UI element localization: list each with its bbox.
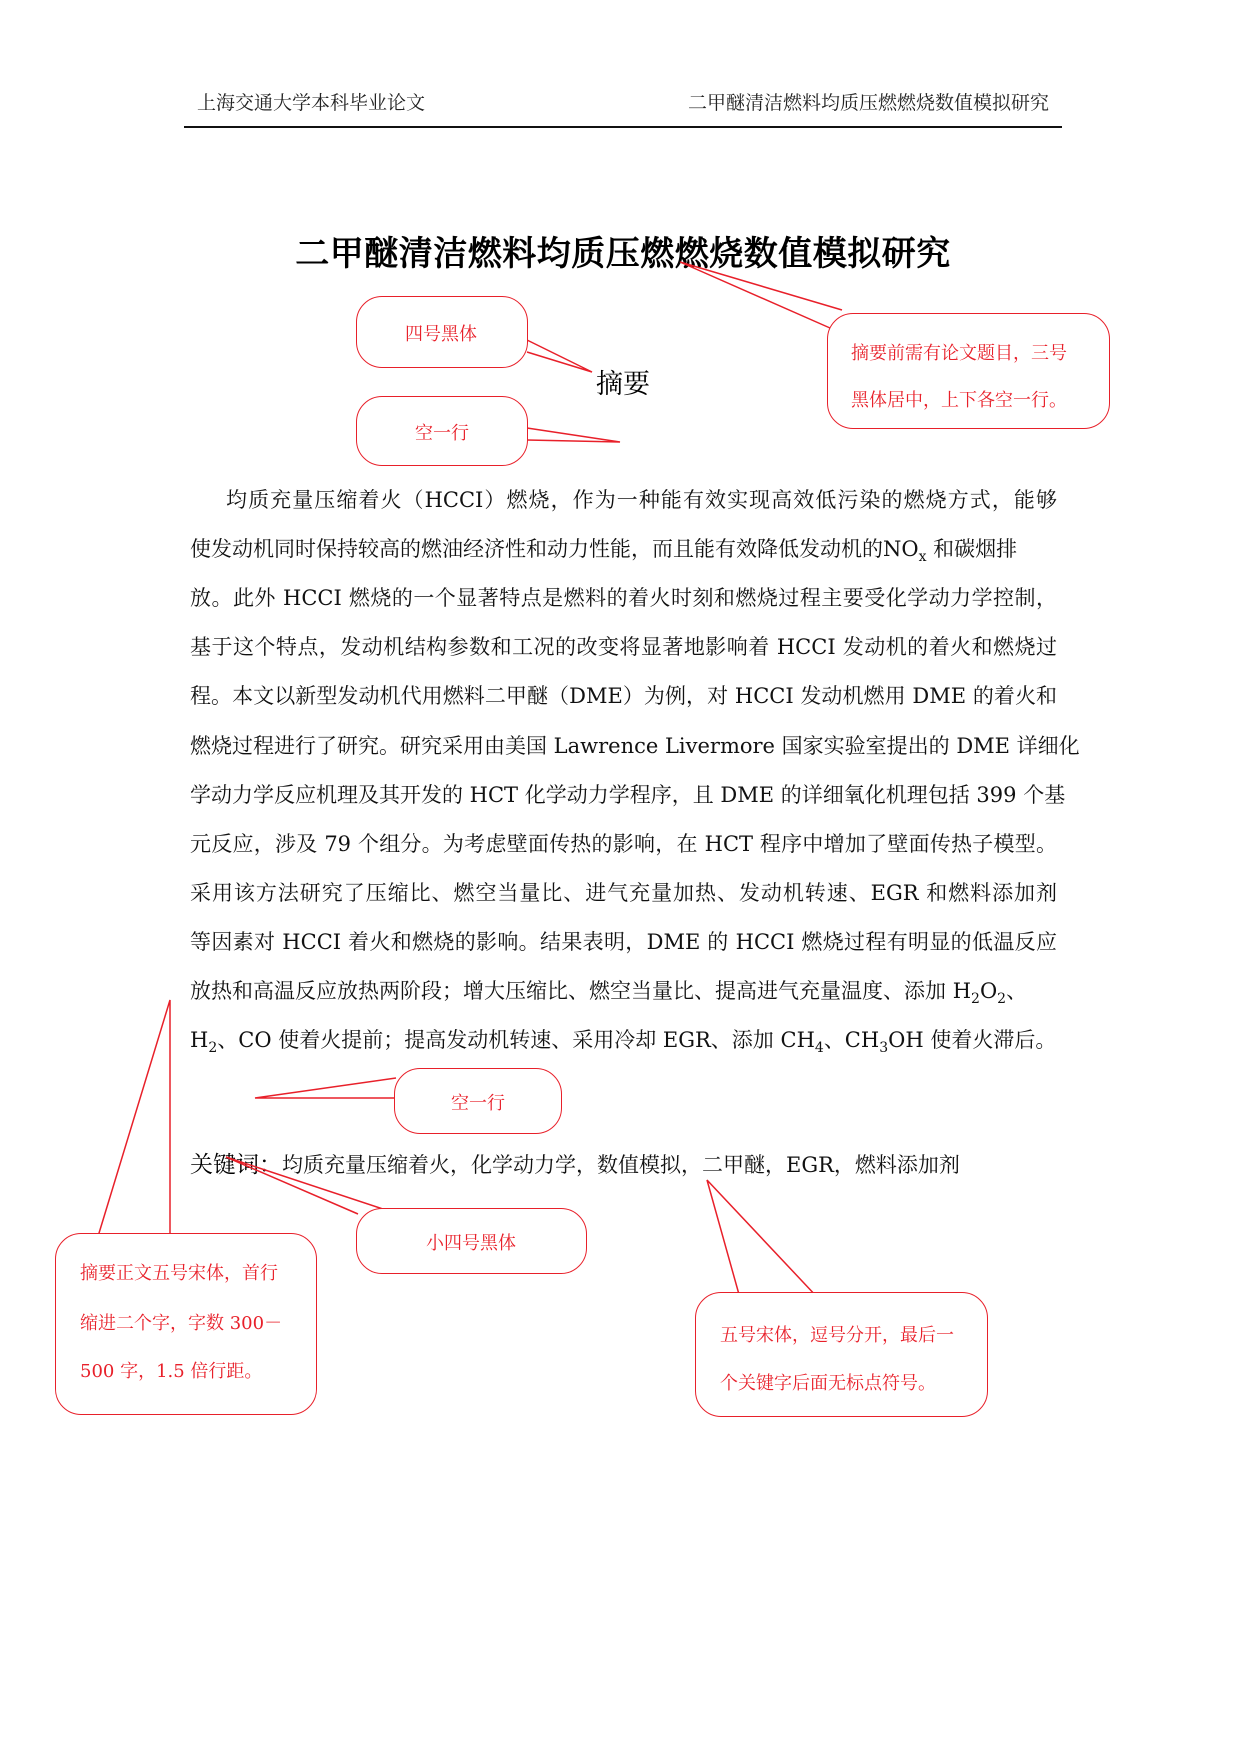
pointer-keywords <box>707 1180 818 1298</box>
callout-text: 黑体居中，上下各空一行。 <box>851 390 1067 411</box>
callout-text: 摘要前需有论文题目，三号 <box>851 343 1067 364</box>
abstract-line: 均质充量压缩着火（HCCI）燃烧，作为一种能有效实现高效低污染的燃烧方式，能够 <box>226 488 1057 512</box>
abstract-line: 程。本文以新型发动机代用燃料二甲醚（DME）为例，对 HCCI 发动机燃用 DME 的着火和 <box>190 684 1057 708</box>
callout-text: 500 字，1.5 倍行距。 <box>80 1361 263 1382</box>
abstract-line: 采用该方法研究了压缩比、燃空当量比、进气充量加热、发动机转速、EGR 和燃料添加剂 <box>190 881 1057 905</box>
chem-o: O <box>979 979 998 1003</box>
callout-body-format <box>55 1233 317 1415</box>
callout-keyword-label-font <box>356 1208 587 1274</box>
abstract-line: 元反应，涉及 79 个组分。为考虑壁面传热的影响，在 HCT 程序中增加了壁面传热子模型。 <box>190 832 1057 856</box>
callout-blank-line-2 <box>394 1068 562 1134</box>
callout-heading-font <box>356 296 528 368</box>
abstract-line: 放。此外 HCCI 燃烧的一个显著特点是燃料的着火时刻和燃烧过程主要受化学动力学控制， <box>190 586 1057 610</box>
keywords-text: 均质充量压缩着火，化学动力学，数值模拟，二甲醚，EGR，燃料添加剂 <box>282 1153 960 1177</box>
chem-sub: 2 <box>997 991 1007 1008</box>
abstract-line-text: 、CO 使着火提前；提高发动机转速、采用冷却 EGR、添加 <box>217 1028 774 1052</box>
callout-keywords-format <box>695 1292 988 1417</box>
chem-ch3: 、CH <box>823 1028 880 1052</box>
pointer-kw-label <box>226 1157 392 1214</box>
chem-sub: 2 <box>971 991 980 1008</box>
pointer-title <box>680 262 842 328</box>
callout-text: 五号宋体，逗号分开，最后一 <box>720 1325 954 1346</box>
abstract-line-text: 放热和高温反应放热两阶段；增大压缩比、燃空当量比、提高进气充量温度、添加 <box>190 979 946 1003</box>
abstract-line-tail: 和碳烟排 <box>926 537 1018 561</box>
abstract-heading: 摘要 <box>596 369 650 400</box>
keywords-label: 关键词： <box>190 1152 282 1178</box>
pointer-heading <box>527 340 592 372</box>
abstract-line-tail: OH 使着火滞后。 <box>888 1028 1057 1052</box>
chem-sep: 、 <box>1006 979 1028 1003</box>
callout-text: 缩进二个字，字数 300－ <box>80 1313 283 1334</box>
chem-h: H <box>190 1028 209 1052</box>
chem-sub: 2 <box>208 1040 218 1057</box>
callout-text: 四号黑体 <box>405 324 477 345</box>
callout-text: 小四号黑体 <box>426 1233 516 1254</box>
pointer-blank-2 <box>255 1078 396 1098</box>
abstract-line: 燃烧过程进行了研究。研究采用由美国 Lawrence Livermore 国家实验室提出的 DME 详细化 <box>190 734 1080 758</box>
callout-text: 摘要正文五号宋体，首行 <box>80 1263 278 1284</box>
abstract-line: 学动力学反应机理及其开发的 HCT 化学动力学程序，且 DME 的详细氧化机理包括 399 个基 <box>190 783 1066 807</box>
callout-text: 个关键字后面无标点符号。 <box>720 1373 936 1394</box>
chem-h: H <box>952 979 972 1003</box>
pointer-body <box>96 1000 170 1243</box>
abstract-line: 等因素对 HCCI 着火和燃烧的影响。结果表明，DME 的 HCCI 燃烧过程有明显的低温反应 <box>190 930 1057 954</box>
chem-sub: 4 <box>814 1040 824 1057</box>
nox-formula: NO <box>883 537 919 561</box>
paper-title: 二甲醚清洁燃料均质压燃燃烧数值模拟研究 <box>295 234 951 274</box>
pointer-blank-1 <box>527 428 620 442</box>
chem-ch: CH <box>780 1028 815 1052</box>
callout-blank-line-1 <box>356 396 528 466</box>
callout-text: 空一行 <box>451 1093 505 1114</box>
abstract-line: 基于这个特点，发动机结构参数和工况的改变将显著地影响着 HCCI 发动机的着火和燃烧过 <box>190 635 1057 659</box>
abstract-line-text: 使发动机同时保持较高的燃油经济性和动力性能，而且能有效降低发动机的 <box>190 537 883 561</box>
header-left: 上海交通大学本科毕业论文 <box>197 92 426 114</box>
header-right: 二甲醚清洁燃料均质压燃燃烧数值模拟研究 <box>688 92 1050 114</box>
callout-text: 空一行 <box>415 423 469 444</box>
chem-sub: 3 <box>879 1040 889 1057</box>
callout-title-format <box>827 313 1110 429</box>
nox-subscript: x <box>918 549 927 566</box>
